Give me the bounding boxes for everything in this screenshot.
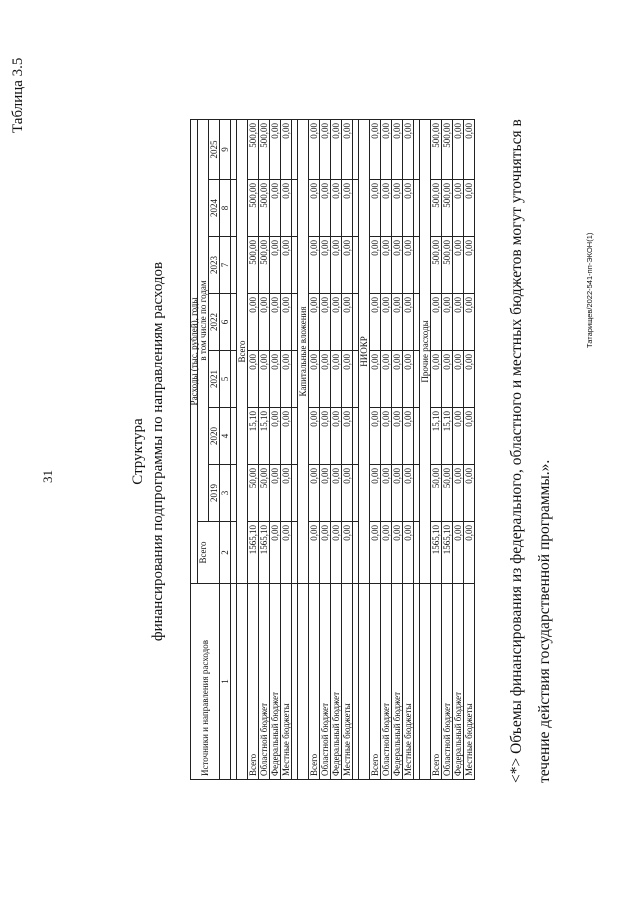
cell-value: 0,00: [453, 351, 464, 408]
column-number: 9: [220, 120, 231, 180]
cell-value: 0,00: [392, 408, 403, 465]
cell-value: 0,00: [320, 408, 331, 465]
row-label: Областной бюджет: [259, 584, 270, 780]
cell-value: 0,00: [370, 120, 381, 180]
cell-value: 0,00: [331, 120, 342, 180]
cell-value: 500,00: [442, 237, 453, 294]
title-line-1: Структура: [130, 418, 146, 485]
cell-value: 0,00: [342, 351, 353, 408]
row-label: Всего: [370, 584, 381, 780]
cell-value: 0,00: [281, 465, 292, 522]
cell-value: 0,00: [370, 465, 381, 522]
row-label: Областной бюджет: [442, 584, 453, 780]
cell-value: 0,00: [464, 294, 475, 351]
table-row: [370, 120, 381, 780]
column-number: 6: [220, 294, 231, 351]
cell-value: 0,00: [320, 351, 331, 408]
cell-value: 0,00: [281, 294, 292, 351]
cell-value: 0,00: [270, 180, 281, 237]
cell-value: 0,00: [270, 351, 281, 408]
table-row: [248, 120, 259, 780]
cell-value: 0,00: [248, 351, 259, 408]
cell-value: 0,00: [281, 408, 292, 465]
row-label: Всего: [431, 584, 442, 780]
footnote: <*> Объемы финансирования из федерального, областного и местных бюджетов могут уточняться в течение действия государственной программы.».: [508, 119, 553, 783]
cell-value: 0,00: [392, 120, 403, 180]
cell-value: 0,00: [342, 294, 353, 351]
cell-value: 500,00: [442, 120, 453, 180]
cell-value: 0,00: [370, 408, 381, 465]
table-row: [281, 120, 292, 780]
row-label: Федеральный бюджет: [392, 584, 403, 780]
table-row: [309, 120, 320, 780]
cell-value: 0,00: [453, 180, 464, 237]
table-row: [464, 120, 475, 780]
cell-value: 0,00: [309, 408, 320, 465]
row-label: Областной бюджет: [381, 584, 392, 780]
table-row: [403, 120, 414, 780]
row-label: Всего: [248, 584, 259, 780]
cell-value: 0,00: [309, 351, 320, 408]
cell-value: 500,00: [442, 180, 453, 237]
cell-value: 0,00: [453, 294, 464, 351]
cell-value: 0,00: [270, 120, 281, 180]
cell-value: 500,00: [248, 180, 259, 237]
column-number: 8: [220, 180, 231, 237]
cell-value: 0,00: [342, 408, 353, 465]
table-row: [442, 120, 453, 780]
cell-value: 15,10: [259, 408, 270, 465]
cell-value: 0,00: [403, 465, 414, 522]
cell-value: 0,00: [381, 522, 392, 584]
table-row: [259, 120, 270, 780]
cell-value: 0,00: [381, 237, 392, 294]
cell-value: 50,00: [259, 465, 270, 522]
table-row: [320, 120, 331, 780]
cell-value: 0,00: [453, 408, 464, 465]
cell-value: 0,00: [309, 237, 320, 294]
cell-value: 0,00: [392, 294, 403, 351]
cell-value: 0,00: [320, 465, 331, 522]
cell-value: 0,00: [309, 180, 320, 237]
cell-value: 50,00: [248, 465, 259, 522]
table-row: [381, 120, 392, 780]
cell-value: 0,00: [403, 237, 414, 294]
cell-value: 0,00: [309, 465, 320, 522]
cell-value: 0,00: [259, 294, 270, 351]
header-sources: Источники и направления расходов: [191, 584, 220, 780]
year-header: 2020: [209, 408, 220, 465]
cell-value: 0,00: [342, 180, 353, 237]
cell-value: 0,00: [464, 465, 475, 522]
cell-value: 0,00: [403, 351, 414, 408]
cell-value: 0,00: [453, 522, 464, 584]
header-expenses: Расходы (тыс. рублей), годы: [191, 120, 198, 584]
cell-value: 0,00: [331, 465, 342, 522]
row-label: Федеральный бюджет: [270, 584, 281, 780]
cell-value: 1565,10: [248, 522, 259, 584]
table-row: [270, 120, 281, 780]
year-header: 2022: [209, 294, 220, 351]
cell-value: 0,00: [281, 237, 292, 294]
cell-value: 0,00: [381, 120, 392, 180]
cell-value: 0,00: [270, 522, 281, 584]
cell-value: 15,10: [442, 408, 453, 465]
cell-value: 0,00: [320, 294, 331, 351]
cell-value: 0,00: [331, 237, 342, 294]
signature: Татарищев/2022-541-пп-ЭКОН(1): [585, 232, 594, 348]
cell-value: 500,00: [259, 237, 270, 294]
cell-value: 0,00: [381, 180, 392, 237]
row-label: Местные бюджеты: [403, 584, 414, 780]
row-label: Федеральный бюджет: [453, 584, 464, 780]
cell-value: 0,00: [464, 408, 475, 465]
table-row: [331, 120, 342, 780]
cell-value: 500,00: [248, 120, 259, 180]
cell-value: 0,00: [381, 408, 392, 465]
cell-value: 0,00: [392, 237, 403, 294]
cell-value: 0,00: [464, 237, 475, 294]
cell-value: 0,00: [270, 408, 281, 465]
year-header: 2025: [209, 120, 220, 180]
cell-value: 0,00: [320, 120, 331, 180]
cell-value: 0,00: [464, 120, 475, 180]
cell-value: 0,00: [403, 120, 414, 180]
cell-value: 500,00: [248, 237, 259, 294]
cell-value: 0,00: [281, 522, 292, 584]
cell-value: 0,00: [342, 120, 353, 180]
cell-value: 0,00: [331, 294, 342, 351]
cell-value: 0,00: [270, 237, 281, 294]
cell-value: 0,00: [381, 294, 392, 351]
column-number: 3: [220, 465, 231, 522]
cell-value: 0,00: [342, 465, 353, 522]
row-label: Местные бюджеты: [281, 584, 292, 780]
cell-value: 0,00: [309, 294, 320, 351]
row-label: Федеральный бюджет: [331, 584, 342, 780]
table-label: Таблица 3.5: [10, 57, 26, 133]
cell-value: 0,00: [370, 351, 381, 408]
cell-value: 0,00: [403, 180, 414, 237]
table-row: [392, 120, 403, 780]
cell-value: 0,00: [442, 351, 453, 408]
cell-value: 0,00: [381, 465, 392, 522]
title-line-2: финансирования подпрограммы по направлениям расходов: [150, 261, 166, 642]
cell-value: 0,00: [320, 180, 331, 237]
financing-table: [190, 119, 475, 780]
cell-value: 15,10: [431, 408, 442, 465]
cell-value: 0,00: [392, 465, 403, 522]
column-numbers-row: [220, 120, 231, 780]
table-row: [453, 120, 464, 780]
cell-value: 0,00: [392, 180, 403, 237]
cell-value: 0,00: [392, 522, 403, 584]
cell-value: 0,00: [281, 180, 292, 237]
cell-value: 0,00: [381, 351, 392, 408]
cell-value: 0,00: [453, 465, 464, 522]
cell-value: 1565,10: [442, 522, 453, 584]
cell-value: 0,00: [331, 180, 342, 237]
cell-value: 0,00: [453, 120, 464, 180]
cell-value: 0,00: [309, 120, 320, 180]
cell-value: 0,00: [403, 408, 414, 465]
cell-value: 0,00: [342, 522, 353, 584]
cell-value: 0,00: [431, 294, 442, 351]
cell-value: 0,00: [331, 351, 342, 408]
table-row: [342, 120, 353, 780]
cell-value: 500,00: [259, 180, 270, 237]
column-number: 2: [220, 522, 231, 584]
cell-value: 0,00: [453, 237, 464, 294]
cell-value: 0,00: [342, 237, 353, 294]
cell-value: 500,00: [431, 180, 442, 237]
cell-value: 0,00: [370, 180, 381, 237]
cell-value: 0,00: [270, 465, 281, 522]
cell-value: 0,00: [442, 294, 453, 351]
cell-value: 0,00: [309, 522, 320, 584]
cell-value: 500,00: [431, 120, 442, 180]
section-title: Прочие расходы: [420, 120, 431, 584]
page-number: 31: [40, 470, 55, 483]
cell-value: 0,00: [331, 522, 342, 584]
year-header: 2023: [209, 237, 220, 294]
cell-value: 15,10: [248, 408, 259, 465]
year-header: 2019: [209, 465, 220, 522]
year-header: 2021: [209, 351, 220, 408]
cell-value: 0,00: [331, 408, 342, 465]
cell-value: 0,00: [281, 351, 292, 408]
row-label: Местные бюджеты: [342, 584, 353, 780]
cell-value: 500,00: [431, 237, 442, 294]
row-label: Всего: [309, 584, 320, 780]
cell-value: 0,00: [403, 522, 414, 584]
table-row: [431, 120, 442, 780]
cell-value: 0,00: [320, 522, 331, 584]
cell-value: 0,00: [259, 351, 270, 408]
section-title: Капитальные вложения: [298, 120, 309, 584]
cell-value: 0,00: [403, 294, 414, 351]
header-incl: в том числе по годам: [198, 120, 209, 522]
header-total: Всего: [198, 522, 220, 584]
cell-value: 0,00: [370, 237, 381, 294]
cell-value: 0,00: [270, 294, 281, 351]
cell-value: 0,00: [431, 351, 442, 408]
row-label: Областной бюджет: [320, 584, 331, 780]
cell-value: 50,00: [431, 465, 442, 522]
row-label: Местные бюджеты: [464, 584, 475, 780]
cell-value: 0,00: [464, 351, 475, 408]
cell-value: 1565,10: [431, 522, 442, 584]
cell-value: 0,00: [320, 237, 331, 294]
section-title: Всего: [237, 120, 248, 584]
cell-value: 0,00: [464, 180, 475, 237]
cell-value: 1565,10: [259, 522, 270, 584]
cell-value: 0,00: [370, 294, 381, 351]
cell-value: 0,00: [392, 351, 403, 408]
cell-value: 0,00: [248, 294, 259, 351]
section-title: НИОКР: [359, 120, 370, 584]
cell-value: 50,00: [442, 465, 453, 522]
cell-value: 500,00: [259, 120, 270, 180]
cell-value: 0,00: [464, 522, 475, 584]
year-header: 2024: [209, 180, 220, 237]
cell-value: 0,00: [370, 522, 381, 584]
column-number: 4: [220, 408, 231, 465]
column-number: 1: [220, 584, 231, 780]
column-number: 5: [220, 351, 231, 408]
column-number: 7: [220, 237, 231, 294]
cell-value: 0,00: [281, 120, 292, 180]
